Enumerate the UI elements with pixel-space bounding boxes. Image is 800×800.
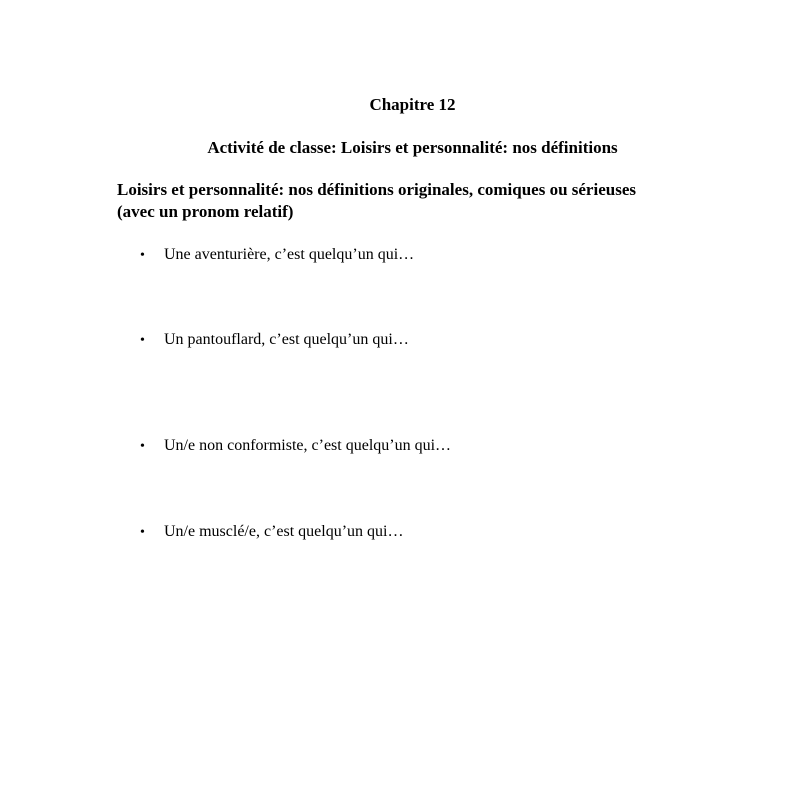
bullet-icon: • — [140, 248, 145, 263]
section-heading — [117, 179, 697, 223]
chapter-title: Chapitre 12 — [369, 95, 456, 114]
bullet-icon: • — [140, 333, 145, 348]
section-heading-line1: Loisirs et personnalité: nos définitions originales, comiques ou sérieuses — [117, 180, 636, 199]
section-heading-line2: (avec un pronom relatif) — [117, 202, 294, 221]
list-item-text: Un pantouflard, c’est quelqu’un qui… — [164, 331, 409, 348]
list-item-text: Un/e musclé/e, c’est quelqu’un qui… — [164, 523, 404, 540]
list-item — [140, 436, 700, 457]
activity-title: Activité de classe: Loisirs et personnalité: nos définitions — [207, 138, 618, 157]
list-item — [140, 522, 700, 543]
list-item — [140, 245, 700, 266]
list-item — [140, 330, 700, 351]
list-item-text: Une aventurière, c’est quelqu’un qui… — [164, 246, 415, 263]
bullet-icon: • — [140, 525, 145, 540]
list-item-text: Un/e non conformiste, c’est quelqu’un qui… — [164, 437, 452, 454]
bullet-icon: • — [140, 439, 145, 454]
